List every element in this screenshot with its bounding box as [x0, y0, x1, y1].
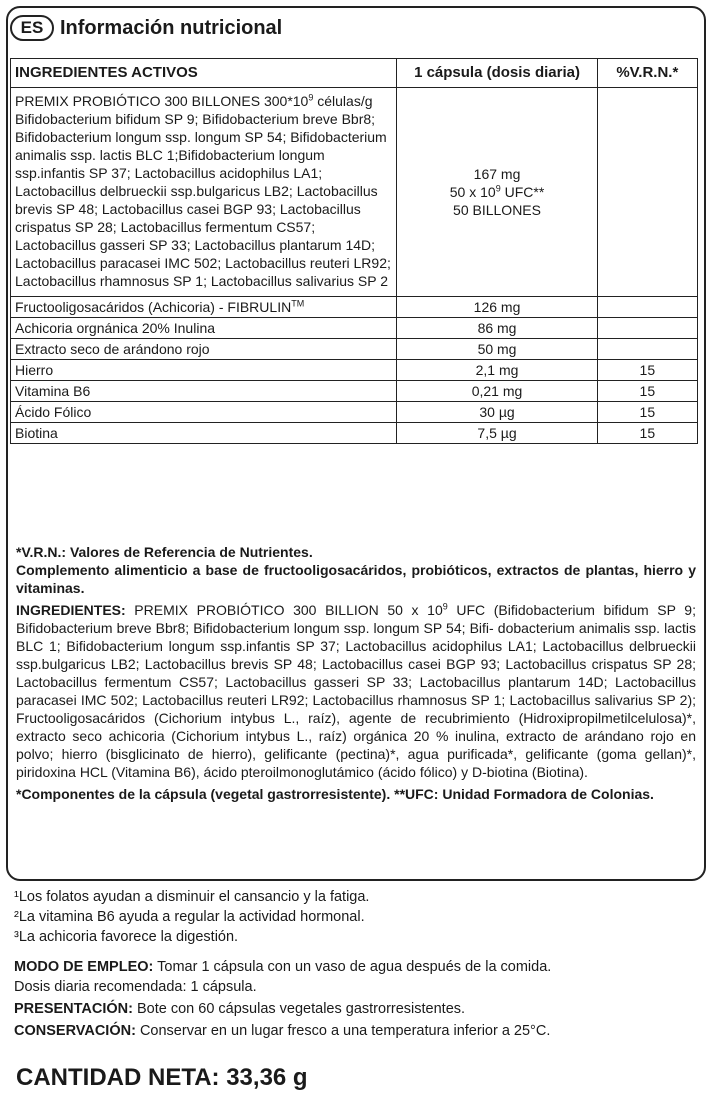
- col-header-ingredients: INGREDIENTES ACTIVOS: [11, 59, 397, 88]
- panel-header: [10, 10, 282, 46]
- col-header-dose: 1 cápsula (dosis diaria): [397, 59, 597, 88]
- panel-title: Información nutricional: [60, 16, 283, 39]
- premix-amount-mg: 167 mg: [473, 166, 521, 182]
- premix-title: PREMIX PROBIÓTICO 300 BILLONES 300*10: [15, 93, 309, 109]
- health-claim: ¹Los folatos ayudan a disminuir el cansancio y la fatiga.: [14, 889, 370, 905]
- premix-vrn: [597, 88, 697, 297]
- ingredients-label: INGREDIENTES:: [16, 602, 126, 618]
- table-row: Hierro 2,1 mg 15: [11, 360, 698, 381]
- table-notes: [16, 543, 696, 803]
- net-quantity: CANTIDAD NETA: 33,36 g: [16, 1064, 308, 1091]
- language-badge: ES: [10, 15, 54, 41]
- premix-title-sup: 9: [308, 92, 314, 103]
- usage-instructions: MODO DE EMPLEO: Tomar 1 cápsula con un vaso de agua después de la comida.: [14, 959, 552, 975]
- table-row: Achicoria orgnánica 20% Inulina 86 mg: [11, 318, 698, 339]
- col-header-vrn: %V.R.N.*: [597, 59, 697, 88]
- premix-strains: Bifidobacterium bifidum SP 9; Bifidobacterium breve Bbr8; Bifidobacterium longum ssp. longum SP 54; Bifidobacterium animalis ssp. lactis BLC 1;Bifidobacterium longum ssp.infantis SP 37; Lactobacillus acidophilus LA1; Lactobacillus delbrueckii ssp.bulgaricus LB2; Lactobacillus brevis SP 48; Lactobacillus casei BGP 93; Lactobacillus crispatus SP 28; Lactobacillus fermentum CS57; Lactobacillus gasseri SP 33; Lactobacillus plantarum 14D; Lactobacillus paracasei IMC 502; Lactobacillus reuteri LR92; Lactobacillus rhamnosus SP 1; Lactobacillus salivarius SP 2: [15, 111, 391, 289]
- table-row: Biotina 7,5 µg 15: [11, 423, 698, 444]
- table-row: Fructooligosacáridos (Achicoria) - FIBRULIN™ 126 mg: [11, 297, 698, 318]
- vrn-definition: *V.R.N.: Valores de Referencia de Nutrientes.: [16, 544, 313, 560]
- capsule-components-note: *Componentes de la cápsula (vegetal gastrorresistente). **UFC: Unidad Formadora de Colonias.: [16, 786, 654, 802]
- nutrition-table: [10, 58, 698, 444]
- supplement-description: Complemento alimenticio a base de fructooligosacáridos, probióticos, extractos de plantas, hierro y vitaminas.: [16, 562, 696, 596]
- daily-dose: Dosis diaria recomendada: 1 cápsula.: [14, 979, 257, 995]
- premix-description: [11, 88, 397, 297]
- table-header-row: [11, 59, 698, 88]
- table-row-premix: [11, 88, 698, 297]
- premix-amount-ufc: 50 x $10^9$ UFC**: [449, 183, 545, 200]
- ingredients-list: INGREDIENTES: PREMIX PROBIÓTICO 300 BILLION 50 x $10^9$ UFC (Bifidobacterium bifidum SP 9; Bifidobacterium breve Bbr8; Bifidobacterium longum ssp. longum SP 54; Bifi- dobacterium animalis ssp. lactis BLC 1; Bifidobacterium longum ssp.infantis SP 37; Lactobacillus acidophilus LA1; Lactobacillus delbrueckii ssp.bulgaricus LB2; Lactobacillus brevis SP 48; Lactobacillus casei BGP 93; Lactobacillus crispatus SP 28; Lactobacillus fermentum CS57; Lactobacillus gasseri SP 33; Lactobacillus plantarum 14D; Lactobacillus paracasei IMC 502; Lactobacillus reuteri LR92; Lactobacillus rhamnosus SP 1; Lactobacillus salivarius SP 2); Fructooligosacáridos (Cichorium intybus L., raíz), agente de recubrimiento (Hidroxipropilmetilcelulosa)*, extracto seco achicoria (Cichorium intybus L., raíz) orgánica 20 % inulina, extracto de arándano rojo en polvo; hierro (bisglicinato de hierro), gelificante (pectina)*, agua purificada*, gelificante (goma gellan)*, piridoxina HCL (Vitamina B6), ácido pteroilmonoglutámico (ácido fólico) y D-biotina (Biotina).: [16, 601, 696, 780]
- health-claim: ³La achicoria favorece la digestión.: [14, 929, 239, 945]
- presentation: PRESENTACIÓN: Bote con 60 cápsulas vegetales gastrorresistentes.: [14, 1001, 466, 1017]
- premix-amount-billones: 50 BILLONES: [453, 202, 541, 218]
- health-claim: ²La vitamina B6 ayuda a regular la actividad hormonal.: [14, 909, 365, 925]
- table-row: Vitamina B6 0,21 mg 15: [11, 381, 698, 402]
- storage: CONSERVACIÓN: Conservar en un lugar fresco a una temperatura inferior a 25°C.: [14, 1023, 551, 1039]
- footer-info: [14, 887, 704, 1041]
- table-row: Extracto seco de arándono rojo 50 mg: [11, 339, 698, 360]
- premix-amount: [397, 88, 597, 297]
- premix-title-post: células/g: [313, 93, 373, 109]
- table-row: Ácido Fólico 30 µg 15: [11, 402, 698, 423]
